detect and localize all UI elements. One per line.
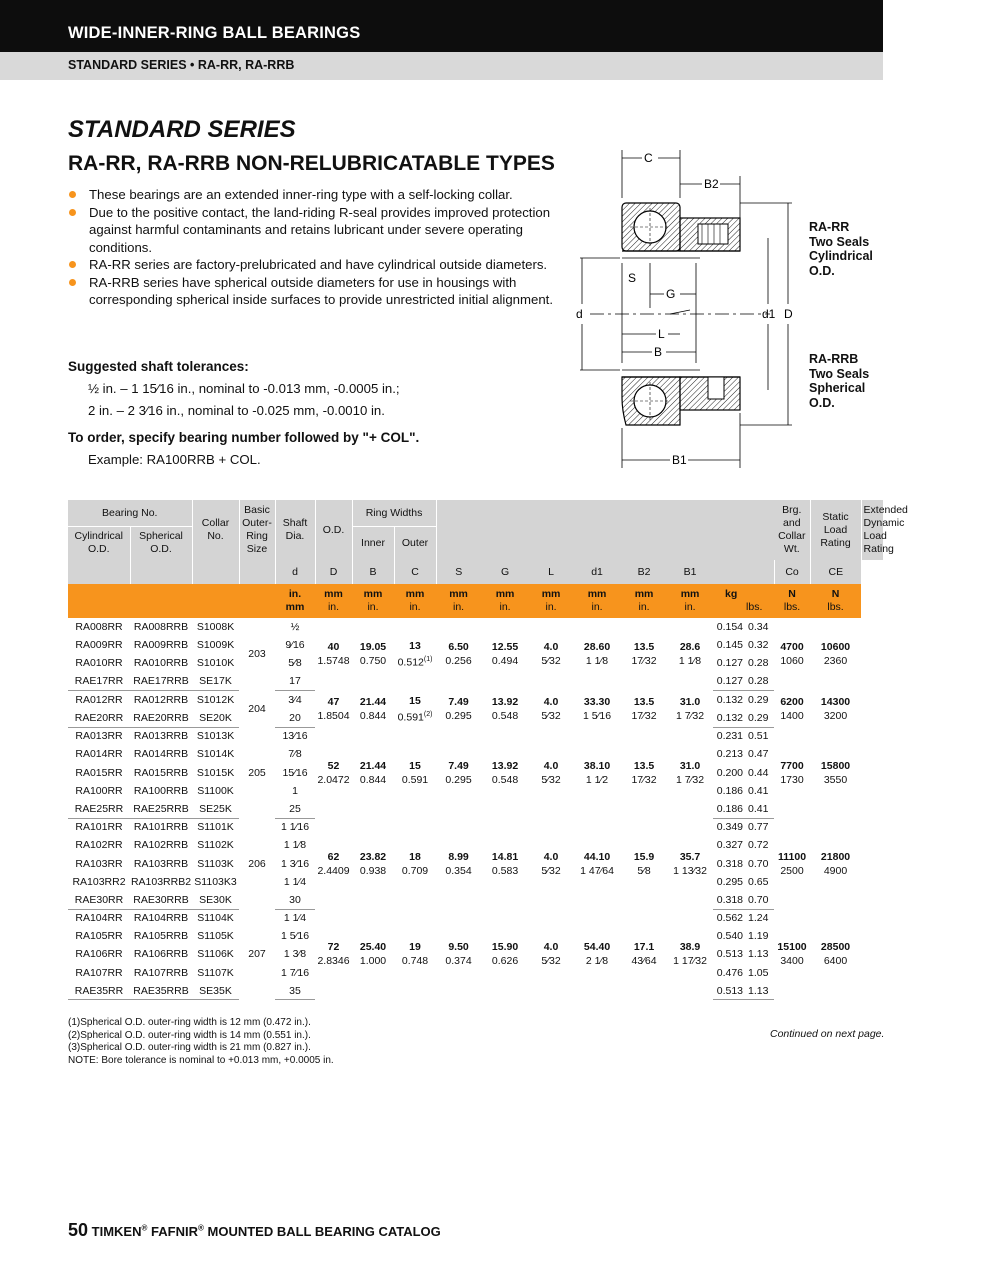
cell-spherical: RA103RRB bbox=[133, 857, 189, 870]
cell-weight-kg: 0.327 bbox=[716, 839, 744, 852]
cell-cylindrical: RAE25RR bbox=[68, 800, 130, 818]
cell-b2: 13.5 17⁄32 bbox=[631, 759, 657, 786]
col-outer: Outer bbox=[394, 526, 436, 560]
cell-collar: S1008K bbox=[196, 621, 235, 634]
feature-item: RA-RRB series have spherical outside diameters for use in housings with corresponding spherical inside surfaces to provide unrestricted initial alignment. bbox=[68, 274, 558, 309]
sym-l: L bbox=[529, 560, 573, 584]
footnotes bbox=[68, 1017, 334, 1067]
cell-dynamic-load: 21800 4900 bbox=[820, 850, 851, 877]
cell-collar: SE30K bbox=[192, 891, 239, 909]
cell-b1: 31.0 1 7⁄32 bbox=[676, 695, 705, 722]
cell-outer-ring-size: 205 bbox=[248, 766, 266, 779]
cell-weight-lbs: 0.77 bbox=[748, 821, 769, 834]
cell-outer-width: 19 0.748 bbox=[401, 941, 429, 968]
dim-label-s: S bbox=[628, 271, 637, 285]
cell-collar: SE20K bbox=[192, 709, 239, 727]
cell-outer-width: 15 0.591 bbox=[401, 759, 429, 786]
col-bearing-no: Bearing No. bbox=[68, 500, 192, 526]
cell-outer-width: 18 0.709 bbox=[401, 850, 429, 877]
cell-spherical: RAE17RRB bbox=[130, 673, 192, 691]
col-static-load: Static Load Rating bbox=[810, 500, 861, 560]
sym-b2: B2 bbox=[621, 560, 667, 584]
header-title: WIDE-INNER-RING BALL BEARINGS bbox=[68, 24, 361, 42]
cell-cylindrical: RA103RR2 bbox=[72, 875, 126, 888]
cell-inner-width: 19.05 0.750 bbox=[359, 641, 387, 668]
cell-collar: S1102K bbox=[197, 839, 234, 852]
cell-weight-kg: 0.540 bbox=[716, 930, 744, 943]
cell-weight-lbs: 0.44 bbox=[748, 766, 769, 779]
cell-shaft: ½ bbox=[290, 621, 300, 634]
sym-c: C bbox=[394, 560, 436, 584]
cell-d1: 54.40 2 1⁄8 bbox=[583, 941, 611, 968]
cell-dynamic-load: 14300 3200 bbox=[820, 695, 851, 722]
cell-weight-kg: 0.562 bbox=[716, 912, 744, 925]
cell-weight-lbs: 0.65 bbox=[748, 875, 769, 888]
cell-dynamic-load: 28500 6400 bbox=[820, 941, 851, 968]
cell-b2: 17.1 43⁄64 bbox=[631, 941, 657, 968]
cell-inner-width: 23.82 0.938 bbox=[359, 850, 387, 877]
catalog-name: MOUNTED BALL BEARING CATALOG bbox=[207, 1224, 441, 1239]
cell-cylindrical: RA103RR bbox=[75, 857, 123, 870]
cell-spherical: RA107RRB bbox=[133, 966, 189, 979]
cell-shaft: 1 7⁄16 bbox=[281, 966, 310, 979]
cell-weight-lbs: 0.70 bbox=[746, 891, 774, 909]
brand-timken: TIMKEN bbox=[91, 1224, 142, 1239]
rrb-type-label: RA-RRB Two Seals Spherical O.D. bbox=[809, 352, 870, 410]
dim-label-b: B bbox=[654, 345, 663, 359]
table-row bbox=[68, 909, 883, 927]
cell-collar: SE25K bbox=[192, 800, 239, 818]
cell-collar: SE35K bbox=[192, 982, 239, 1000]
cell-shaft: 1 3⁄8 bbox=[283, 948, 307, 961]
footnote: (2)Spherical O.D. outer-ring width is 14 mm (0.551 in.). bbox=[68, 1029, 311, 1041]
cell-shaft: 17 bbox=[275, 673, 315, 691]
cell-cylindrical: RA012RR bbox=[75, 694, 123, 707]
cell-weight-kg: 0.154 bbox=[716, 621, 744, 634]
cell-static-load: 4700 1060 bbox=[780, 641, 804, 668]
cell-cylindrical: RAE20RR bbox=[68, 709, 130, 727]
cell-cylindrical: RAE30RR bbox=[68, 891, 130, 909]
cell-cylindrical: RA107RR bbox=[75, 966, 123, 979]
cell-weight-kg: 0.186 bbox=[713, 800, 746, 818]
cell-outer-ring-size: 206 bbox=[248, 857, 266, 870]
cell-spherical: RA103RRB2 bbox=[130, 875, 192, 888]
cell-collar: S1100K bbox=[197, 784, 234, 797]
cell-spherical: RA010RRB bbox=[133, 657, 189, 670]
bearing-spec-table bbox=[68, 500, 908, 1000]
cell-spherical: RAE20RRB bbox=[130, 709, 192, 727]
cell-od: 40 1.5748 bbox=[317, 641, 350, 668]
cell-d1: 44.10 1 47⁄64 bbox=[580, 850, 614, 877]
cell-dynamic-load: 10600 2360 bbox=[820, 641, 851, 668]
order-example: Example: RA100RRB + COL. bbox=[88, 452, 261, 467]
header-subtitle: STANDARD SERIES • RA-RR, RA-RRB bbox=[68, 58, 295, 72]
cell-od: 47 1.8504 bbox=[317, 695, 350, 722]
dim-label-c: C bbox=[644, 151, 653, 165]
cell-static-load: 7700 1730 bbox=[780, 759, 804, 786]
dim-label-l: L bbox=[658, 327, 665, 341]
registered-mark: ® bbox=[141, 1223, 148, 1233]
cell-weight-kg: 0.295 bbox=[716, 875, 744, 888]
cell-weight-kg: 0.476 bbox=[716, 966, 744, 979]
cell-weight-lbs: 1.19 bbox=[748, 930, 769, 943]
dim-label-g: G bbox=[666, 287, 676, 301]
cell-g: 13.92 0.548 bbox=[491, 759, 519, 786]
cell-static-load: 11100 2500 bbox=[778, 850, 807, 877]
cell-shaft: 9⁄16 bbox=[285, 639, 305, 652]
cell-b1: 28.6 1 1⁄8 bbox=[678, 641, 702, 668]
cell-g: 14.81 0.583 bbox=[491, 850, 519, 877]
col-spherical: Spherical O.D. bbox=[130, 526, 192, 560]
cell-b2: 13.5 17⁄32 bbox=[631, 641, 657, 668]
cell-spherical: RA100RRB bbox=[133, 784, 189, 797]
order-heading: To order, specify bearing number followed by "+ COL". bbox=[68, 430, 420, 445]
cell-outer-ring-size: 203 bbox=[248, 648, 266, 661]
sym-s: S bbox=[436, 560, 481, 584]
cell-weight-lbs: 0.29 bbox=[748, 694, 769, 707]
cell-weight-lbs: 0.41 bbox=[748, 784, 769, 797]
dim-label-d: d bbox=[576, 307, 583, 321]
cell-dynamic-load: 15800 3550 bbox=[820, 759, 851, 786]
feature-item: These bearings are an extended inner-ring type with a self-locking collar. bbox=[68, 186, 558, 204]
rr-type-label: RA-RR Two Seals Cylindrical O.D. bbox=[809, 220, 873, 278]
dim-label-outer-d: D bbox=[784, 307, 793, 321]
cell-shaft: 35 bbox=[275, 982, 315, 1000]
cell-weight-kg: 0.127 bbox=[716, 657, 744, 670]
sym-b: B bbox=[352, 560, 394, 584]
cell-weight-lbs: 1.13 bbox=[746, 982, 774, 1000]
cell-l: 4.0 5⁄32 bbox=[541, 641, 561, 668]
cell-weight-kg: 0.200 bbox=[716, 766, 744, 779]
table-row bbox=[68, 691, 883, 709]
col-inner: Inner bbox=[352, 526, 394, 560]
cell-spherical: RA013RRB bbox=[133, 730, 189, 743]
footnote: (3)Spherical O.D. outer-ring width is 21 mm (0.827 in.). bbox=[68, 1042, 311, 1054]
table-row bbox=[68, 818, 883, 836]
sym-ce: CE bbox=[810, 560, 861, 584]
cell-static-load: 15100 3400 bbox=[777, 941, 807, 968]
header-bar bbox=[0, 0, 883, 52]
table-row bbox=[68, 618, 883, 636]
bullet-dot-icon bbox=[69, 209, 76, 216]
note: NOTE: Bore tolerance is nominal to +0.013 mm, +0.0005 in. bbox=[68, 1054, 334, 1066]
cell-s: 6.50 0.256 bbox=[445, 641, 472, 668]
dim-label-b2: B2 bbox=[704, 177, 719, 191]
cell-cylindrical: RA013RR bbox=[75, 730, 123, 743]
table-body bbox=[68, 618, 883, 1000]
cell-outer-width: 15 0.591$^{(2)}$ bbox=[397, 694, 433, 724]
cell-static-load: 6200 1400 bbox=[780, 695, 804, 722]
cell-collar: S1106K bbox=[197, 948, 234, 961]
cell-shaft: 20 bbox=[275, 709, 315, 727]
col-ring-widths: Ring Widths bbox=[352, 500, 436, 526]
cell-weight-lbs: 0.34 bbox=[748, 621, 769, 634]
cell-s: 7.49 0.295 bbox=[445, 759, 472, 786]
cell-spherical: RA104RRB bbox=[133, 912, 189, 925]
sym-c0: Co bbox=[774, 560, 810, 584]
sym-od: D bbox=[315, 560, 352, 584]
cell-s: 7.49 0.295 bbox=[445, 695, 472, 722]
cell-inner-width: 25.40 1.000 bbox=[359, 941, 387, 968]
cell-shaft: 1 3⁄16 bbox=[281, 857, 310, 870]
cell-weight-lbs: 1.05 bbox=[748, 966, 769, 979]
cell-l: 4.0 5⁄32 bbox=[541, 759, 561, 786]
cell-cylindrical: RA105RR bbox=[75, 930, 123, 943]
cell-spherical: RA009RRB bbox=[133, 639, 189, 652]
cell-shaft: 1 1⁄8 bbox=[283, 839, 307, 852]
cell-shaft: 3⁄4 bbox=[288, 694, 302, 707]
cell-l: 4.0 5⁄32 bbox=[541, 695, 561, 722]
cell-cylindrical: RA008RR bbox=[75, 621, 123, 634]
subheader-bar bbox=[0, 52, 883, 80]
cell-g: 15.90 0.626 bbox=[491, 941, 519, 968]
cell-weight-kg: 0.513 bbox=[713, 982, 746, 1000]
cell-cylindrical: RA015RR bbox=[75, 766, 123, 779]
cell-b2: 13.5 17⁄32 bbox=[631, 695, 657, 722]
cell-od: 72 2.8346 bbox=[317, 941, 350, 968]
cell-weight-lbs: 0.29 bbox=[746, 709, 774, 727]
col-collar-no: Collar No. bbox=[192, 500, 239, 560]
cell-spherical: RA106RRB bbox=[133, 948, 189, 961]
cell-g: 12.55 0.494 bbox=[491, 641, 519, 668]
cell-weight-lbs: 0.47 bbox=[748, 748, 769, 761]
cell-weight-lbs: 0.28 bbox=[746, 673, 774, 691]
cell-weight-kg: 0.132 bbox=[716, 694, 744, 707]
sym-d1: d1 bbox=[573, 560, 621, 584]
footnote-ref: (1) bbox=[423, 656, 433, 664]
cell-b1: 31.0 1 7⁄32 bbox=[676, 759, 705, 786]
feature-item: Due to the positive contact, the land-riding R-seal provides improved protection against harmful contaminants and retains lubricant under severe operating conditions. bbox=[68, 204, 558, 257]
cell-inner-width: 21.44 0.844 bbox=[359, 759, 387, 786]
table-row bbox=[68, 727, 883, 745]
page-number: 50 bbox=[68, 1220, 89, 1240]
col-dynamic-load: Extended Dynamic Load Rating bbox=[861, 500, 883, 560]
cell-spherical: RA014RRB bbox=[133, 748, 189, 761]
cell-shaft: 5⁄8 bbox=[288, 657, 302, 670]
cell-weight-kg: 0.186 bbox=[716, 784, 744, 797]
cell-spherical: RA015RRB bbox=[133, 766, 189, 779]
cell-shaft: 1 1⁄16 bbox=[281, 821, 310, 834]
cell-spherical: RA102RRB bbox=[133, 839, 189, 852]
cell-weight-lbs: 0.70 bbox=[748, 857, 769, 870]
cell-spherical: RAE25RRB bbox=[130, 800, 192, 818]
types-heading: RA-RR, RA-RRB NON-RELUBRICATABLE TYPES bbox=[68, 152, 555, 175]
series-heading: STANDARD SERIES bbox=[68, 116, 296, 143]
continued-note: Continued on next page. bbox=[770, 1028, 885, 1040]
footnote: (1)Spherical O.D. outer-ring width is 12 mm (0.472 in.). bbox=[68, 1017, 311, 1028]
cell-inner-width: 21.44 0.844 bbox=[359, 695, 387, 722]
cell-d1: 28.60 1 1⁄8 bbox=[583, 641, 611, 668]
feature-list bbox=[68, 186, 558, 309]
cell-collar: S1103K3 bbox=[194, 875, 237, 888]
cell-shaft: 1 bbox=[292, 784, 298, 797]
sym-d: d bbox=[275, 560, 315, 584]
tolerance-heading: Suggested shaft tolerances: bbox=[68, 359, 249, 374]
cell-weight-kg: 0.145 bbox=[716, 639, 744, 652]
cell-od: 52 2.0472 bbox=[317, 759, 350, 786]
cell-shaft: 1 1⁄4 bbox=[283, 912, 307, 925]
cell-collar: S1012K bbox=[196, 694, 235, 707]
col-od: O.D. bbox=[315, 500, 352, 560]
cell-cylindrical: RA009RR bbox=[75, 639, 123, 652]
cell-collar: S1103K bbox=[197, 857, 234, 870]
cell-collar: S1015K bbox=[196, 766, 235, 779]
cell-cylindrical: RA101RR bbox=[75, 821, 123, 834]
dim-label-b1: B1 bbox=[672, 453, 687, 467]
dim-label-d1: d1 bbox=[762, 307, 776, 321]
tolerance-line-2: 2 in. – 2 3⁄16 in., nominal to -0.025 mm, -0.0010 in. bbox=[88, 403, 385, 418]
cell-cylindrical: RA104RR bbox=[75, 912, 123, 925]
bullet-dot-icon bbox=[69, 191, 76, 198]
cell-weight-lbs: 0.51 bbox=[748, 730, 769, 743]
col-weight: Brg. and Collar Wt. bbox=[774, 500, 810, 560]
cell-weight-kg: 0.213 bbox=[716, 748, 744, 761]
cell-d1: 33.30 1 5⁄16 bbox=[583, 695, 612, 722]
footnote-ref: (2) bbox=[423, 710, 433, 718]
cell-collar: S1010K bbox=[196, 657, 235, 670]
cell-outer-ring-size: 204 bbox=[248, 702, 266, 715]
cell-cylindrical: RA010RR bbox=[75, 657, 123, 670]
cell-weight-lbs: 1.13 bbox=[748, 948, 769, 961]
cell-collar: S1104K bbox=[197, 912, 234, 925]
cell-spherical: RA101RRB bbox=[133, 821, 189, 834]
cell-weight-lbs: 1.24 bbox=[748, 912, 769, 925]
cell-collar: SE17K bbox=[192, 673, 239, 691]
cell-shaft: 1 5⁄16 bbox=[281, 930, 310, 943]
cell-weight-kg: 0.318 bbox=[716, 857, 744, 870]
cell-cylindrical: RA102RR bbox=[75, 839, 123, 852]
cell-spherical: RA008RRB bbox=[133, 621, 189, 634]
cell-spherical: RAE30RRB bbox=[130, 891, 192, 909]
cell-spherical: RA105RRB bbox=[133, 930, 189, 943]
cell-cylindrical: RA100RR bbox=[75, 784, 123, 797]
col-cylindrical: Cylindrical O.D. bbox=[68, 526, 130, 560]
cell-outer-width: 13 0.512$^{(1)}$ bbox=[397, 640, 433, 669]
cell-b1: 38.9 1 17⁄32 bbox=[673, 941, 707, 968]
cell-spherical: RA012RRB bbox=[133, 694, 189, 707]
cell-cylindrical: RA106RR bbox=[75, 948, 123, 961]
page-footer bbox=[68, 1220, 441, 1241]
cell-weight-kg: 0.231 bbox=[716, 730, 744, 743]
cell-weight-lbs: 0.72 bbox=[748, 839, 769, 852]
cell-collar: S1013K bbox=[196, 730, 235, 743]
cell-collar: S1107K bbox=[197, 966, 234, 979]
cell-weight-kg: 0.513 bbox=[716, 948, 744, 961]
cell-s: 8.99 0.354 bbox=[445, 850, 472, 877]
cell-weight-lbs: 0.41 bbox=[746, 800, 774, 818]
cell-collar: S1014K bbox=[196, 748, 235, 761]
cell-l: 4.0 5⁄32 bbox=[541, 850, 561, 877]
cell-cylindrical: RAE17RR bbox=[68, 673, 130, 691]
cell-weight-kg: 0.132 bbox=[713, 709, 746, 727]
cell-shaft: 7⁄8 bbox=[288, 748, 302, 761]
cell-s: 9.50 0.374 bbox=[445, 941, 472, 968]
cell-shaft: 1 1⁄4 bbox=[283, 875, 307, 888]
cell-collar: S1009K bbox=[196, 639, 235, 652]
cell-b1: 35.7 1 13⁄32 bbox=[673, 850, 707, 877]
sym-b1: B1 bbox=[667, 560, 713, 584]
cell-shaft: 13⁄16 bbox=[282, 730, 308, 743]
bullet-dot-icon bbox=[69, 279, 76, 286]
cell-weight-kg: 0.127 bbox=[713, 673, 746, 691]
cell-collar: S1105K bbox=[197, 930, 234, 943]
units-row: in. mm mm in. mm in. mm in. mm in. mm in. mm in. mm in. mm in. mm in. kg lbs. N lbs. N lbs. bbox=[68, 584, 883, 618]
bullet-dot-icon bbox=[69, 261, 76, 268]
cell-shaft: 30 bbox=[275, 891, 315, 909]
cell-shaft: 25 bbox=[275, 800, 315, 818]
cell-weight-lbs: 0.28 bbox=[748, 657, 769, 670]
cell-weight-kg: 0.318 bbox=[713, 891, 746, 909]
cell-g: 13.92 0.548 bbox=[491, 695, 519, 722]
cell-weight-lbs: 0.32 bbox=[748, 639, 769, 652]
cell-weight-kg: 0.349 bbox=[716, 821, 744, 834]
cell-spherical: RAE35RRB bbox=[130, 982, 192, 1000]
cell-outer-ring-size: 207 bbox=[248, 948, 266, 961]
sym-g: G bbox=[481, 560, 529, 584]
cell-l: 4.0 5⁄32 bbox=[541, 941, 561, 968]
bearing-cross-section-diagram bbox=[560, 148, 800, 478]
brand-fafnir: FAFNIR bbox=[151, 1224, 198, 1239]
col-basic-outer-ring: Basic Outer-Ring Size bbox=[239, 500, 275, 560]
cell-d1: 38.10 1 1⁄2 bbox=[583, 759, 611, 786]
cell-cylindrical: RA014RR bbox=[75, 748, 123, 761]
cell-shaft: 15⁄16 bbox=[282, 766, 308, 779]
cell-cylindrical: RAE35RR bbox=[68, 982, 130, 1000]
cell-od: 62 2.4409 bbox=[317, 850, 350, 877]
feature-item: RA-RR series are factory-prelubricated and have cylindrical outside diameters. bbox=[68, 256, 558, 274]
registered-mark: ® bbox=[197, 1223, 204, 1233]
cell-collar: S1101K bbox=[197, 821, 234, 834]
col-shaft-dia: Shaft Dia. bbox=[275, 500, 315, 560]
tolerance-line-1: ½ in. – 1 15⁄16 in., nominal to -0.013 mm, -0.0005 in.; bbox=[88, 381, 400, 396]
cell-b2: 15.9 5⁄8 bbox=[633, 850, 655, 877]
